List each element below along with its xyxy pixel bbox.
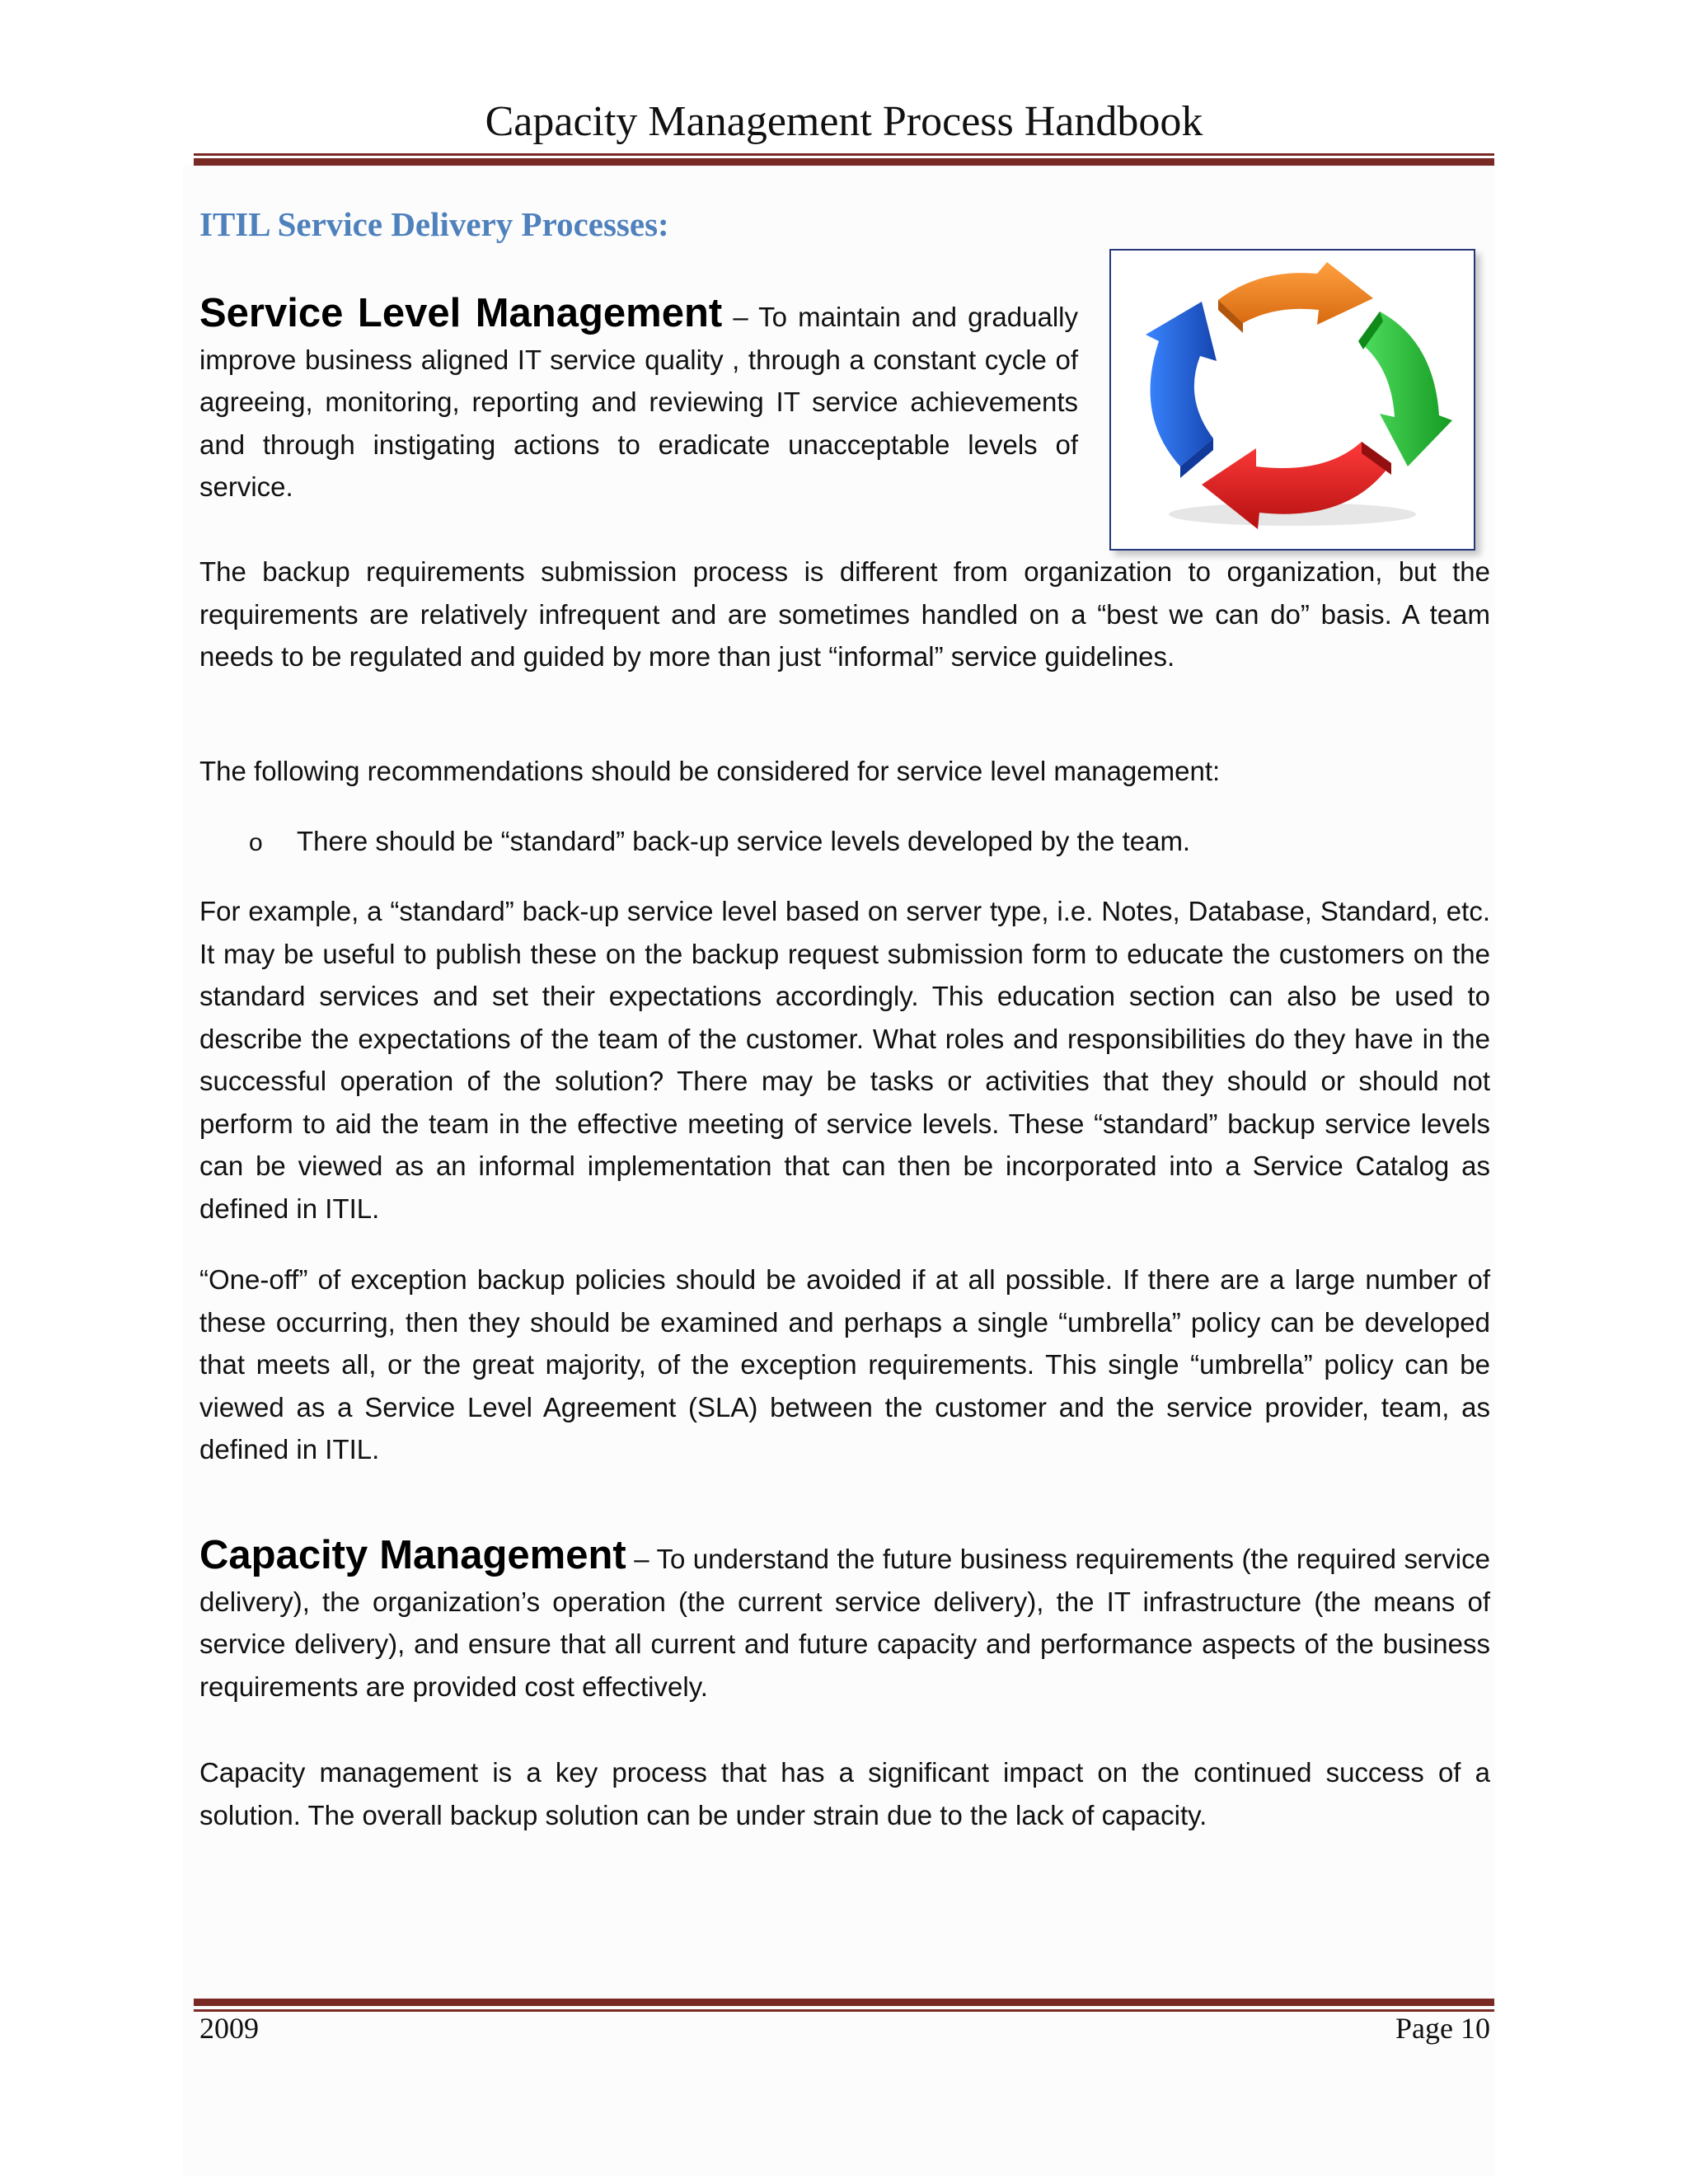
slm-paragraph-4 (199, 1258, 1490, 1471)
footer-year: 2009 (199, 2012, 259, 2045)
footer-rule-thin (194, 2009, 1494, 2012)
slm-intro-text: – To maintain and gradually improve business aligned IT service quality , through a constant cycle of agreeing, monitoring, reporting and reviewing IT service achievements and through instigating actions to eradicate unacceptable levels of service. (199, 302, 1078, 502)
cm-title: Capacity Management (199, 1533, 626, 1577)
slm-bullet-text: There should be “standard” back-up service levels developed by the team. (297, 826, 1191, 856)
cm-paragraph-1 (199, 1751, 1490, 1836)
cm-paragraph-intro (199, 1535, 1490, 1708)
cm-intro-text: – To understand the future business requirements (the required service delivery), the organization’s operation (the current service delivery), the IT infrastructure (the means of service delivery), and ensure that all current and future capacity and performance aspects of the business requirements are provided cost effectively. (199, 1544, 1490, 1702)
slm-para-3-text: For example, a “standard” back-up service level based on server type, i.e. Notes, Database, Standard, etc. It may be useful to publish these on the backup request submission form to educate the customers on the standard services and set their expectations accordingly. This education section can also be used to describe the expectations of the team of the customer. What roles and responsibilities do they have in the successful operation of the solution? There may be tasks or activities that they should or should not perform to aid the team in the effective meeting of service levels. These “standard” backup service levels can be viewed as an informal implementation that can then be incorporated into a Service Catalog as defined in ITIL. (199, 896, 1490, 1224)
slm-para-1-text: The backup requirements submission process is different from organization to organization, but the requirements are relatively infrequent and are sometimes handled on a “best we can do” basis. A team needs to be regulated and guided by more than just “informal” service guidelines. (199, 556, 1490, 672)
footer-page-number: Page 10 (1395, 2012, 1490, 2045)
cm-para-1-text: Capacity management is a key process that has a significant impact on the continued success of a solution. The overall backup solution can be under strain due to the lack of capacity. (199, 1757, 1490, 1830)
bullet-marker: o (249, 829, 263, 856)
header-rule-thin (194, 153, 1494, 156)
slm-paragraph-3 (199, 890, 1490, 1230)
slm-paragraph-intro (199, 293, 1078, 509)
section-heading: ITIL Service Delivery Processes: (199, 205, 669, 243)
page-header-title: Capacity Management Process Handbook (485, 98, 1203, 145)
slm-bullet-item (249, 820, 1190, 865)
header-rule-thick (194, 158, 1494, 166)
footer-rule-thick (194, 1999, 1494, 2006)
cycle-arrows-figure (1109, 249, 1475, 551)
slm-para-2-text: The following recommendations should be considered for service level management: (199, 756, 1221, 786)
slm-title: Service Level Management (199, 291, 723, 335)
slm-paragraph-1 (199, 551, 1490, 678)
slm-para-4-text: “One-off” of exception backup policies should be avoided if at all possible. If there are a large number of these occurring, then they should be examined and perhaps a single “umbrella” policy can be developed that meets all, or the great majority, of the exception requirements. This single “umbrella” policy can be viewed as a Service Level Agreement (SLA) between the customer and the service provider, team, as defined in ITIL. (199, 1264, 1490, 1465)
cycle-arrows-icon (1111, 251, 1474, 549)
slm-paragraph-2 (199, 750, 1490, 793)
